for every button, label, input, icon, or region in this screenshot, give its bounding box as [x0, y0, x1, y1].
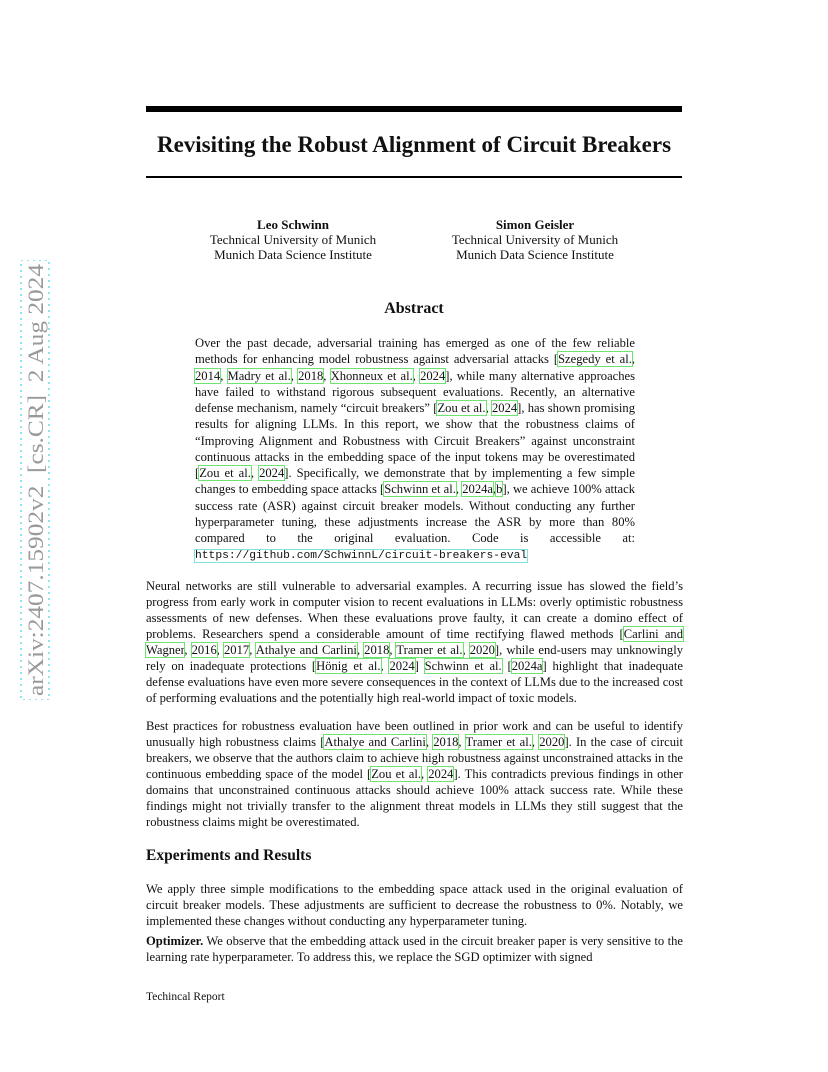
- body-text-run: ,: [531, 734, 540, 749]
- citation-link[interactable]: 2024a: [462, 482, 494, 497]
- abstract-text-run: ]. Specifically, we demonstrate that by implementing a few simple changes to embedding space attacks [: [195, 466, 636, 497]
- arxiv-id-text: arXiv:2407.15902v2 [cs.CR] 2 Aug 2024: [23, 312, 48, 696]
- abstract-text-run: ,: [250, 466, 260, 480]
- body-text-run: Best practices for robustness evaluation have been outlined in prior work and can be useful to identify unusually high robustness claims [: [146, 719, 683, 749]
- citation-link[interactable]: Zou et al.: [199, 466, 251, 480]
- citation-link[interactable]: Tramer et al.: [396, 642, 463, 657]
- abstract-text-run: ,: [493, 482, 497, 497]
- body-text-run: ,: [425, 734, 434, 749]
- body-text-run: [: [501, 658, 512, 673]
- author-block-1: [178, 217, 408, 262]
- citation-link[interactable]: 2018: [298, 368, 324, 383]
- citation-link[interactable]: Schwinn et al.: [384, 482, 456, 497]
- citation-link[interactable]: 2024: [389, 658, 415, 673]
- code-url-link[interactable]: https://github.com/SchwinnL/circuit-breakers-eval: [195, 550, 528, 563]
- abstract-text-run: Over the past decade, adversarial training has emerged as one of the few reliable methods for enhancing model robustness against adversarial attacks [: [195, 336, 635, 367]
- citation-link[interactable]: Zou et al.: [437, 401, 486, 415]
- citation-link[interactable]: 2014: [195, 368, 221, 383]
- citation-link[interactable]: Athalye and Carlini: [255, 642, 357, 657]
- citation-link[interactable]: Szegedy et al.: [558, 352, 632, 367]
- body-text-run: We observe that the embedding attack used in the circuit breaker paper is very sensitive to the learning rate hyperparameter. To address this, we replace the SGD optimizer with signed: [146, 934, 683, 964]
- citation-link[interactable]: b: [496, 482, 503, 497]
- citation-link[interactable]: Hönig et al.: [316, 658, 381, 673]
- arxiv-identifier: [20, 260, 50, 700]
- author-block-2: [420, 217, 650, 262]
- page-footer: Techincal Report: [146, 991, 225, 1003]
- abstract-text: [195, 335, 635, 565]
- abstract-text-run: ], while many alternative approaches have failed to withstand rigorous subsequent evaluations. Recently, an alternative defense mechanism, namely “circuit breakers” [: [195, 368, 636, 415]
- citation-link[interactable]: 2018: [433, 734, 459, 749]
- body-text-run: ] highlight that inadequate defense evaluations have even more severe consequences in the context of LLMs due to the increased cost of performing evaluations and the potentially high real-world impact of toxic models.: [146, 658, 683, 705]
- title-rule-top: [146, 106, 682, 112]
- body-text-run: Neural networks are still vulnerable to adversarial examples. A recurring issue has slowed the field’s progress from early work in computer vision to recent evaluations in LLMs: overly optimistic robustness assessments of new defenses. When these evaluations prove faulty, it can create a domino effect of problems. Researchers spend a considerable amount of time rectifying flawed methods [: [146, 579, 683, 641]
- abstract-heading: Abstract: [384, 300, 444, 317]
- experiments-paragraph: We apply three simple modifications to the embedding space attack used in the original evaluation of circuit breaker models. These adjustments are sufficient to decrease the robustness to 0%. Notably, we implemented these changes without conducting any hyperparameter tuning.: [146, 882, 683, 928]
- author-affiliation: Technical University of Munich: [451, 232, 619, 247]
- intro-paragraph-2: [146, 719, 683, 831]
- abstract-text-run: ], has shown promising results for aligning LLMs. In this report, we show that the robustness claims of “Improving Alignment and Robustness with Circuit Breakers” against unconstraint continuous attacks in the embedding space of the input tokens may be overestimated [: [195, 401, 635, 480]
- citation-link[interactable]: Athalye and Carlini: [324, 734, 426, 749]
- section-heading: Experiments and Results: [146, 847, 312, 864]
- citation-link[interactable]: 2024: [420, 368, 446, 383]
- abstract-text-run: ,: [455, 482, 463, 497]
- body-text-run: ,: [462, 642, 470, 657]
- body-text-run: ,: [184, 642, 192, 657]
- intro-paragraph-1: [146, 579, 683, 707]
- body-text-run: ,: [249, 642, 256, 657]
- citation-link[interactable]: 2018: [364, 642, 390, 657]
- citation-link[interactable]: Zou et al.: [371, 766, 422, 781]
- optimizer-paragraph: [146, 934, 683, 966]
- author-name: Simon Geisler: [495, 217, 575, 232]
- body-text-run: ], while end-users may unknowingly rely on inadequate protections [: [146, 642, 683, 673]
- citation-link[interactable]: Madry et al.: [227, 368, 291, 383]
- citation-link[interactable]: 2024: [259, 466, 285, 480]
- body-text-run: ]. This contradicts previous findings in other domains that unconstrained continuous attacks should achieve 100% attack success rate. While these findings might not trivially transfer to the alignment threat models in LLMs they still suggest that the robustness claims might be overestimated.: [146, 766, 683, 829]
- citation-link[interactable]: 2024: [428, 766, 454, 781]
- body-text-run: ,: [389, 642, 397, 657]
- body-text-run: ]: [414, 658, 425, 673]
- abstract-text-run: ,: [631, 352, 635, 367]
- citation-link[interactable]: Schwinn et al.: [424, 658, 502, 673]
- body-text-run: ]. In the case of circuit breakers, we observe that the authors claim to achieve high robustness against unconstrained attacks in the continuous embedding space of the model [: [146, 734, 683, 781]
- body-text-run: ,: [216, 642, 224, 657]
- abstract-text-run: ], we achieve 100% attack success rate (ASR) against circuit breaker models. Without conducting any further hyperparameter tuning, these adjustments increase the ASR by more than 80% compared to the original evaluation. Code is accessible at:: [195, 482, 636, 545]
- author-affiliation: Technical University of Munich: [209, 232, 377, 247]
- abstract-text-run: ,: [220, 368, 228, 383]
- citation-link[interactable]: 2020: [539, 734, 565, 749]
- citation-link[interactable]: 2024a: [511, 658, 543, 673]
- citation-link[interactable]: Carlini and Wagner: [146, 626, 683, 657]
- body-text-run: ,: [380, 658, 390, 673]
- author-name: Leo Schwinn: [257, 217, 329, 232]
- author-affiliation: Munich Data Science Institute: [456, 247, 614, 262]
- title-rule-bottom: [146, 176, 682, 178]
- citation-link[interactable]: Xhonneux et al.: [330, 368, 413, 383]
- body-text-run: ,: [356, 642, 365, 657]
- body-text-run: ,: [421, 766, 429, 781]
- paper-title: Revisiting the Robust Alignment of Circuit Breakers: [156, 132, 672, 157]
- abstract-text-run: ,: [412, 368, 421, 383]
- paragraph-lead: Optimizer.: [146, 934, 204, 948]
- citation-link[interactable]: Tramer et al.: [465, 734, 532, 749]
- citation-link[interactable]: 2017: [224, 642, 250, 657]
- abstract-text-run: ,: [323, 368, 331, 383]
- citation-link[interactable]: 2020: [469, 642, 495, 657]
- abstract-text-run: ,: [290, 368, 299, 383]
- body-text-run: ,: [458, 734, 466, 749]
- citation-link[interactable]: 2016: [191, 642, 217, 657]
- author-affiliation: Munich Data Science Institute: [214, 247, 372, 262]
- citation-link[interactable]: 2024: [491, 401, 518, 415]
- abstract-text-run: ,: [485, 401, 492, 415]
